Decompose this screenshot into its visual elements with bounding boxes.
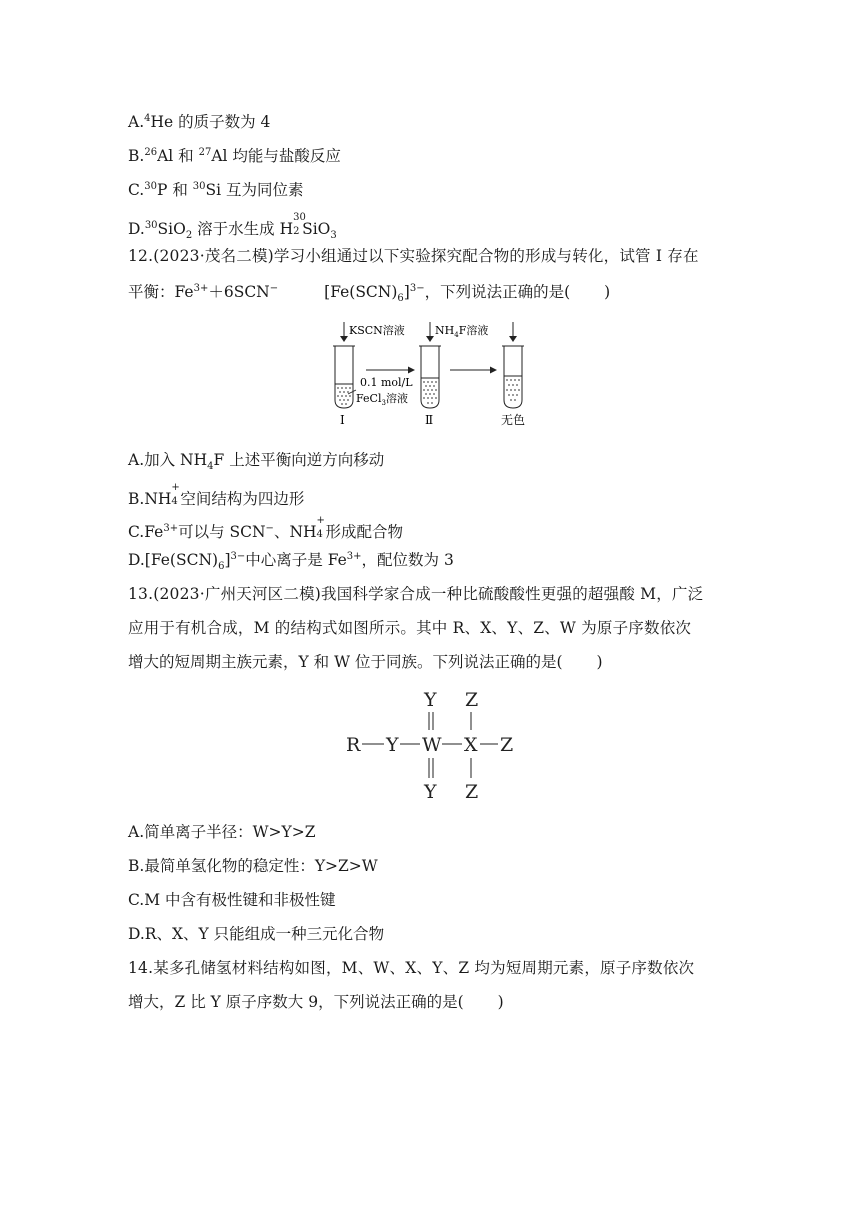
q11-option-b: B.$^{26}$Al 和 $^{27}$Al 均能与盐酸反应: [128, 146, 341, 165]
atom-z-right: Z: [500, 734, 514, 756]
q13-option-d: D.R、X、Y 只能组成一种三元化合物: [128, 925, 385, 943]
q12-option-c: $C.Fe^{3+}$可以与 SCN−、NH + 4 形成配合物: [128, 515, 404, 541]
atom-y-top: Y: [424, 689, 437, 711]
atom-r: R: [346, 734, 361, 756]
q13-option-c: C.M 中含有极性键和非极性键: [128, 891, 336, 909]
ion-charge-stack: + 4: [171, 482, 180, 507]
atom-x: X: [464, 734, 478, 756]
atom-y-chain: Y: [386, 734, 399, 756]
atom-w: W: [422, 734, 442, 756]
q13-stem-line3: 增大的短周期主族元素，Y 和 W 位于同族。下列说法正确的是( ): [128, 653, 603, 671]
q12-option-b: B.NH + 4 空间结构为四边形: [128, 482, 305, 508]
tube-label-2: Ⅱ: [425, 413, 434, 427]
q13-structure-formula: [340, 688, 530, 804]
tube-label-3: 无色: [501, 413, 526, 427]
reagent-label-kscn: KSCN溶液: [349, 324, 405, 337]
atom-z-bottom: Z: [465, 781, 479, 803]
q12-stem-line2: 平衡：$Fe^{3+}+6SCN^-$ $[Fe(SCN)_6]^{3-}$，下列说法正确的是( ): [128, 282, 611, 305]
q13-option-b: B.最简单氢化物的稳定性：Y>Z>W: [128, 857, 378, 875]
test-tube-3: [502, 346, 524, 408]
q12-stem-line1: 12.(2023·茂名二模)学习小组通过以下实验探究配合物的形成与转化，试管 Ⅰ 存在: [128, 247, 699, 265]
q12-experiment-figure: [320, 318, 540, 430]
concentration-label: 0.1 mol/L: [360, 376, 413, 389]
q11-option-c: C.$^{30}$P 和 $^{30}$Si 互为同位素: [128, 180, 304, 199]
test-tube-1: [333, 346, 355, 408]
tube-label-1: Ⅰ: [340, 413, 345, 427]
q13-stem-line2: 应用于有机合成，M 的结构式如图所示。其中 R、X、Y、Z、W 为原子序数依次: [128, 619, 692, 637]
q14-stem-line1: 14.某多孔储氢材料结构如图，M、W、X、Y、Z 均为短周期元素，原子序数依次: [128, 959, 695, 977]
ion-charge-stack: + 4: [316, 515, 325, 540]
q14-stem-line2: 增大，Z 比 Y 原子序数大 9，下列说法正确的是( ): [128, 993, 504, 1011]
reagent-label-nh4f: $NH_4F$溶液: [435, 324, 489, 339]
q11-option-d: D.$^{30}$SiO$_2$ 溶于水生成 H 30 2 SiO$_3$: [128, 212, 337, 242]
atom-y-bottom: Y: [424, 781, 437, 803]
q13-option-a: A.简单离子半径：W>Y>Z: [128, 823, 316, 841]
q11-option-a: A.$^4$He 的质子数为 4: [128, 112, 271, 131]
solution-label: FeCl$_3$溶液: [356, 392, 408, 407]
mass-subscript-stack: 30 2: [293, 212, 306, 237]
q12-option-d: $D.[Fe(SCN)_6]^{3-}$中心离子是 $Fe^{3+}$，配位数为 3: [128, 550, 454, 573]
q13-stem-line1: 13.(2023·广州天河区二模)我国科学家合成一种比硫酸酸性更强的超强酸 M，广泛: [128, 585, 704, 603]
test-tube-2: [419, 346, 441, 408]
atom-z-top: Z: [465, 689, 479, 711]
q12-option-a: A.加入 $NH_4F$ 上述平衡向逆方向移动: [128, 451, 385, 473]
